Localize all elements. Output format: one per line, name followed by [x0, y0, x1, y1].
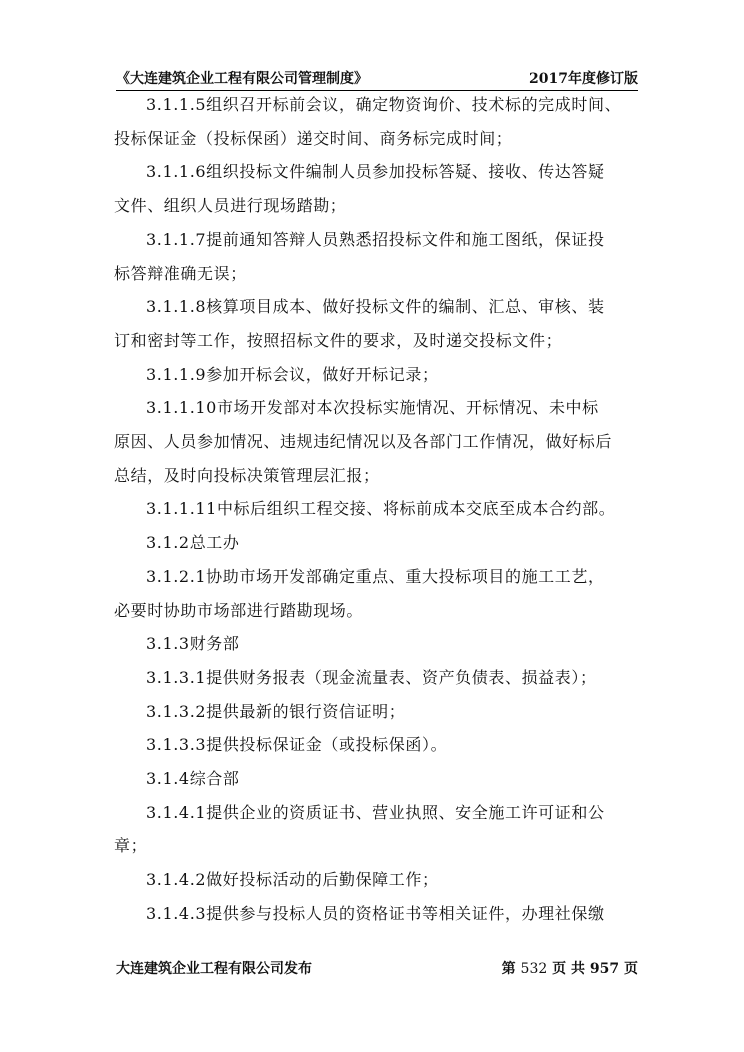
text-line: 3.1.4.3提供参与投标人员的资格证书等相关证件，办理社保缴 — [146, 903, 605, 923]
document-body — [114, 88, 640, 931]
page-footer — [116, 958, 638, 980]
page-mid: 页 共 — [552, 961, 586, 977]
text-line: 3.1.4.1提供企业的资质证书、营业执照、安全施工许可证和公 — [146, 802, 605, 822]
text-line: 3.1.1.11中标后组织工程交接、将标前成本交底至成本合约部。 — [146, 499, 616, 519]
text-line: 3.1.1.7提前通知答辩人员熟悉招投标文件和施工图纸，保证投 — [146, 229, 605, 249]
text-line: 3.1.3.3提供投标保证金（或投标保函）。 — [146, 735, 448, 755]
text-line: 必要时协助市场部进行踏勘现场。 — [114, 600, 364, 620]
text-line: 3.1.4.2做好投标活动的后勤保障工作； — [146, 870, 439, 890]
text-line: 3.1.1.9参加开标会议，做好开标记录； — [146, 364, 439, 384]
header-title: 《大连建筑企业工程有限公司管理制度》 — [116, 71, 368, 87]
text-line: 3.1.3财务部 — [146, 634, 240, 654]
page-prefix: 第 — [501, 961, 516, 977]
text-line: 章； — [114, 836, 148, 856]
text-line: 3.1.4综合部 — [146, 769, 240, 789]
text-line: 3.1.3.1提供财务报表（现金流量表、资产负债表、损益表）； — [146, 667, 597, 687]
footer-publisher: 大连建筑企业工程有限公司发布 — [116, 961, 312, 977]
page-suffix: 页 — [624, 961, 638, 977]
page-number — [502, 958, 638, 978]
text-line: 原因、人员参加情况、违规违纪情况以及各部门工作情况，做好标后 — [114, 432, 613, 452]
text-line: 3.1.2.1协助市场开发部确定重点、重大投标项目的施工工艺， — [146, 566, 605, 586]
text-line: 3.1.1.10市场开发部对本次投标实施情况、开标情况、未中标 — [146, 398, 599, 418]
text-line: 3.1.1.5组织召开标前会议，确定物资询价、技术标的完成时间、 — [146, 95, 622, 114]
text-line: 3.1.3.2提供最新的银行资信证明； — [146, 701, 406, 721]
page-total: 957 — [589, 961, 620, 977]
text-line: 订和密封等工作，按照招标文件的要求，及时递交投标文件； — [114, 330, 563, 350]
header-edition: 2017年度修订版 — [529, 71, 638, 87]
text-line: 总结，及时向投标决策管理层汇报； — [114, 465, 380, 485]
text-line: 3.1.1.8核算项目成本、做好投标文件的编制、汇总、审核、装 — [146, 297, 605, 317]
text-line: 3.1.1.6组织投标文件编制人员参加投标答疑、接收、传达答疑 — [146, 162, 605, 182]
text-line: 标答辩准确无误； — [114, 263, 247, 283]
text-line: 投标保证金（投标保函）递交时间、商务标完成时间； — [114, 128, 513, 148]
text-line: 文件、组织人员进行现场踏勘； — [114, 196, 347, 216]
page-current: 532 — [520, 961, 548, 977]
text-line: 3.1.2总工办 — [146, 533, 240, 553]
